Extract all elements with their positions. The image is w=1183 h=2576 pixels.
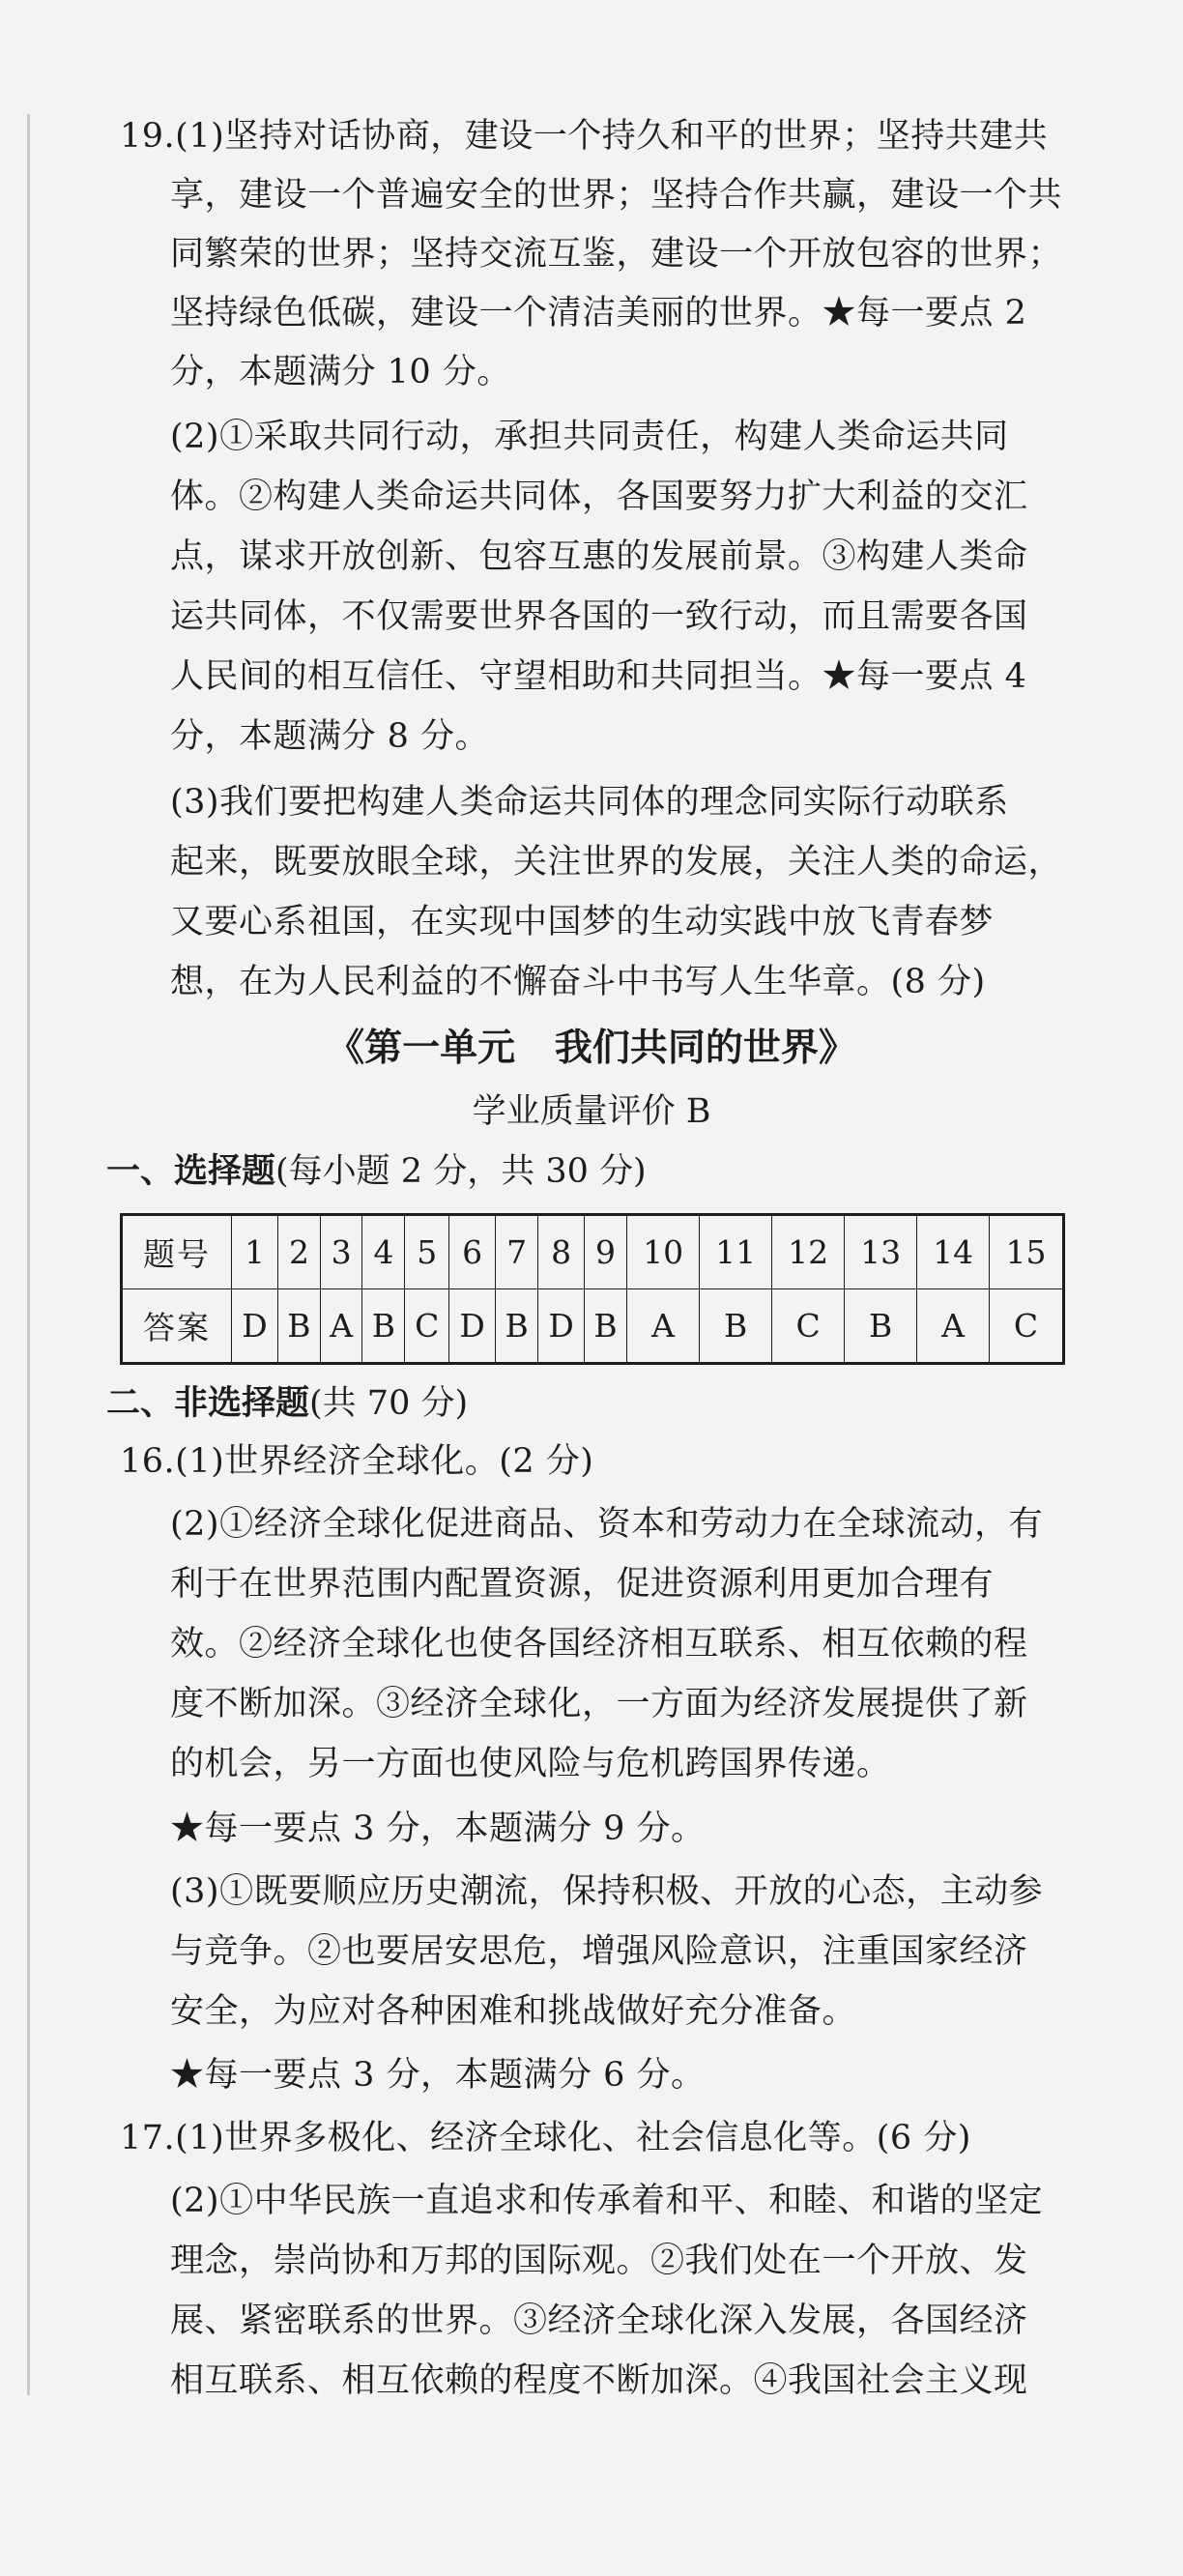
question-number-cell: 8 (538, 1215, 585, 1289)
question-number-cell: 3 (320, 1215, 361, 1289)
section-choice-note: (每小题 2 分，共 30 分) (275, 1152, 647, 1191)
answer-cell: C (772, 1289, 845, 1364)
q19-line: 分，本题满分 10 分。 (170, 353, 511, 391)
q16-line: (3)①既要顺应历史潮流，保持积极、开放的心态，主动参 (170, 1872, 1044, 1911)
answer-cell: D (232, 1289, 278, 1364)
q19-line: 想，在为人民利益的不懈奋斗中书写人生华章。(8 分) (170, 963, 986, 1001)
answer-table (120, 1213, 1065, 1365)
q19-line: (3)我们要把构建人类命运共同体的理念同实际行动联系 (170, 783, 1009, 822)
answer-cell: B (700, 1289, 772, 1364)
q19-line: 同繁荣的世界；坚持交流互鉴，建设一个开放包容的世界； (170, 235, 1063, 274)
q19-line: 起来，既要放眼全球，关注世界的发展，关注人类的命运， (170, 843, 1063, 882)
row-header-answer: 答案 (122, 1289, 232, 1364)
q19-line: 体。②构建人类命运共同体，各国要努力扩大利益的交汇 (170, 478, 1028, 516)
q16-line: 效。②经济全球化也使各国经济相互联系、相互依赖的程 (170, 1625, 1028, 1664)
answer-cell: C (405, 1289, 449, 1364)
q19-line: (2)①采取共同行动，承担共同责任，构建人类命运共同 (170, 418, 1009, 456)
answer-cell: C (990, 1289, 1064, 1364)
answer-cell: D (449, 1289, 496, 1364)
answer-cell: B (496, 1289, 538, 1364)
q19-line: 人民间的相互信任、守望相助和共同担当。★每一要点 4 (170, 657, 1027, 696)
row-header-number: 题号 (122, 1215, 232, 1289)
question-number-cell: 10 (627, 1215, 700, 1289)
question-number-cell: 13 (845, 1215, 917, 1289)
q16-line: ★每一要点 3 分，本题满分 9 分。 (170, 1809, 706, 1848)
section-choice-label: 一、选择题 (106, 1152, 276, 1191)
unit-title: 《第一单元 我们共同的世界》 (327, 1027, 856, 1070)
q16-line: 16.(1)世界经济全球化。(2 分) (120, 1442, 594, 1481)
q17-line: (2)①中华民族一直追求和传承着和平、和睦、和谐的坚定 (170, 2182, 1044, 2220)
answer-cell: B (362, 1289, 405, 1364)
q17-line: 相互联系、相互依赖的程度不断加深。④我国社会主义现 (170, 2361, 1028, 2400)
q16-line: (2)①经济全球化促进商品、资本和劳动力在全球流动，有 (170, 1505, 1044, 1544)
answer-table-answer-row (122, 1289, 1064, 1364)
answer-cell: A (627, 1289, 700, 1364)
question-number-cell: 6 (449, 1215, 496, 1289)
question-number-cell: 11 (700, 1215, 772, 1289)
answer-cell: B (845, 1289, 917, 1364)
question-number-cell: 1 (232, 1215, 278, 1289)
q19-line: 坚持绿色低碳，建设一个清洁美丽的世界。★每一要点 2 (170, 294, 1027, 333)
section-choice-heading (106, 1150, 647, 1194)
answer-cell: A (917, 1289, 990, 1364)
q16-line: 安全，为应对各种困难和挑战做好充分准备。 (170, 1992, 857, 2031)
q16-line: 的机会，另一方面也使风险与危机跨国界传递。 (170, 1745, 891, 1783)
q16-line: 利于在世界范围内配置资源，促进资源利用更加合理有 (170, 1565, 995, 1604)
q19-line: 运共同体，不仅需要世界各国的一致行动，而且需要各国 (170, 597, 1028, 636)
answer-table-number-row (122, 1215, 1064, 1289)
q19-line: 又要心系祖国，在实现中国梦的生动实践中放飞青春梦 (170, 903, 995, 941)
q19-line: 19.(1)坚持对话协商，建设一个持久和平的世界；坚持共建共 (120, 117, 1049, 156)
q19-line: 享，建设一个普遍安全的世界；坚持合作共赢，建设一个共 (170, 176, 1063, 215)
section-nonchoice-label: 二、非选择题 (106, 1384, 310, 1423)
question-number-cell: 9 (585, 1215, 627, 1289)
unit-subtitle: 学业质量评价 B (472, 1092, 711, 1131)
q19-line: 分，本题满分 8 分。 (170, 717, 490, 756)
question-number-cell: 7 (496, 1215, 538, 1289)
question-number-cell: 2 (277, 1215, 320, 1289)
q17-line: 展、紧密联系的世界。③经济全球化深入发展，各国经济 (170, 2301, 1028, 2340)
q16-line: 与竞争。②也要居安思危，增强风险意识，注重国家经济 (170, 1932, 1028, 1971)
question-number-cell: 14 (917, 1215, 990, 1289)
question-number-cell: 12 (772, 1215, 845, 1289)
answer-cell: B (277, 1289, 320, 1364)
section-nonchoice-heading (106, 1382, 468, 1426)
answer-cell: A (320, 1289, 361, 1364)
q16-line: 度不断加深。③经济全球化，一方面为经济发展提供了新 (170, 1685, 1028, 1723)
q17-line: 理念，崇尚协和万邦的国际观。②我们处在一个开放、发 (170, 2242, 1028, 2280)
question-number-cell: 4 (362, 1215, 405, 1289)
answer-cell: D (538, 1289, 585, 1364)
q19-line: 点，谋求开放创新、包容互惠的发展前景。③构建人类命 (170, 537, 1028, 576)
answer-cell: B (585, 1289, 627, 1364)
question-number-cell: 15 (990, 1215, 1064, 1289)
q17-line: 17.(1)世界多极化、经济全球化、社会信息化等。(6 分) (120, 2119, 971, 2157)
q16-line: ★每一要点 3 分，本题满分 6 分。 (170, 2056, 706, 2095)
question-number-cell: 5 (405, 1215, 449, 1289)
section-nonchoice-note: (共 70 分) (309, 1384, 469, 1423)
